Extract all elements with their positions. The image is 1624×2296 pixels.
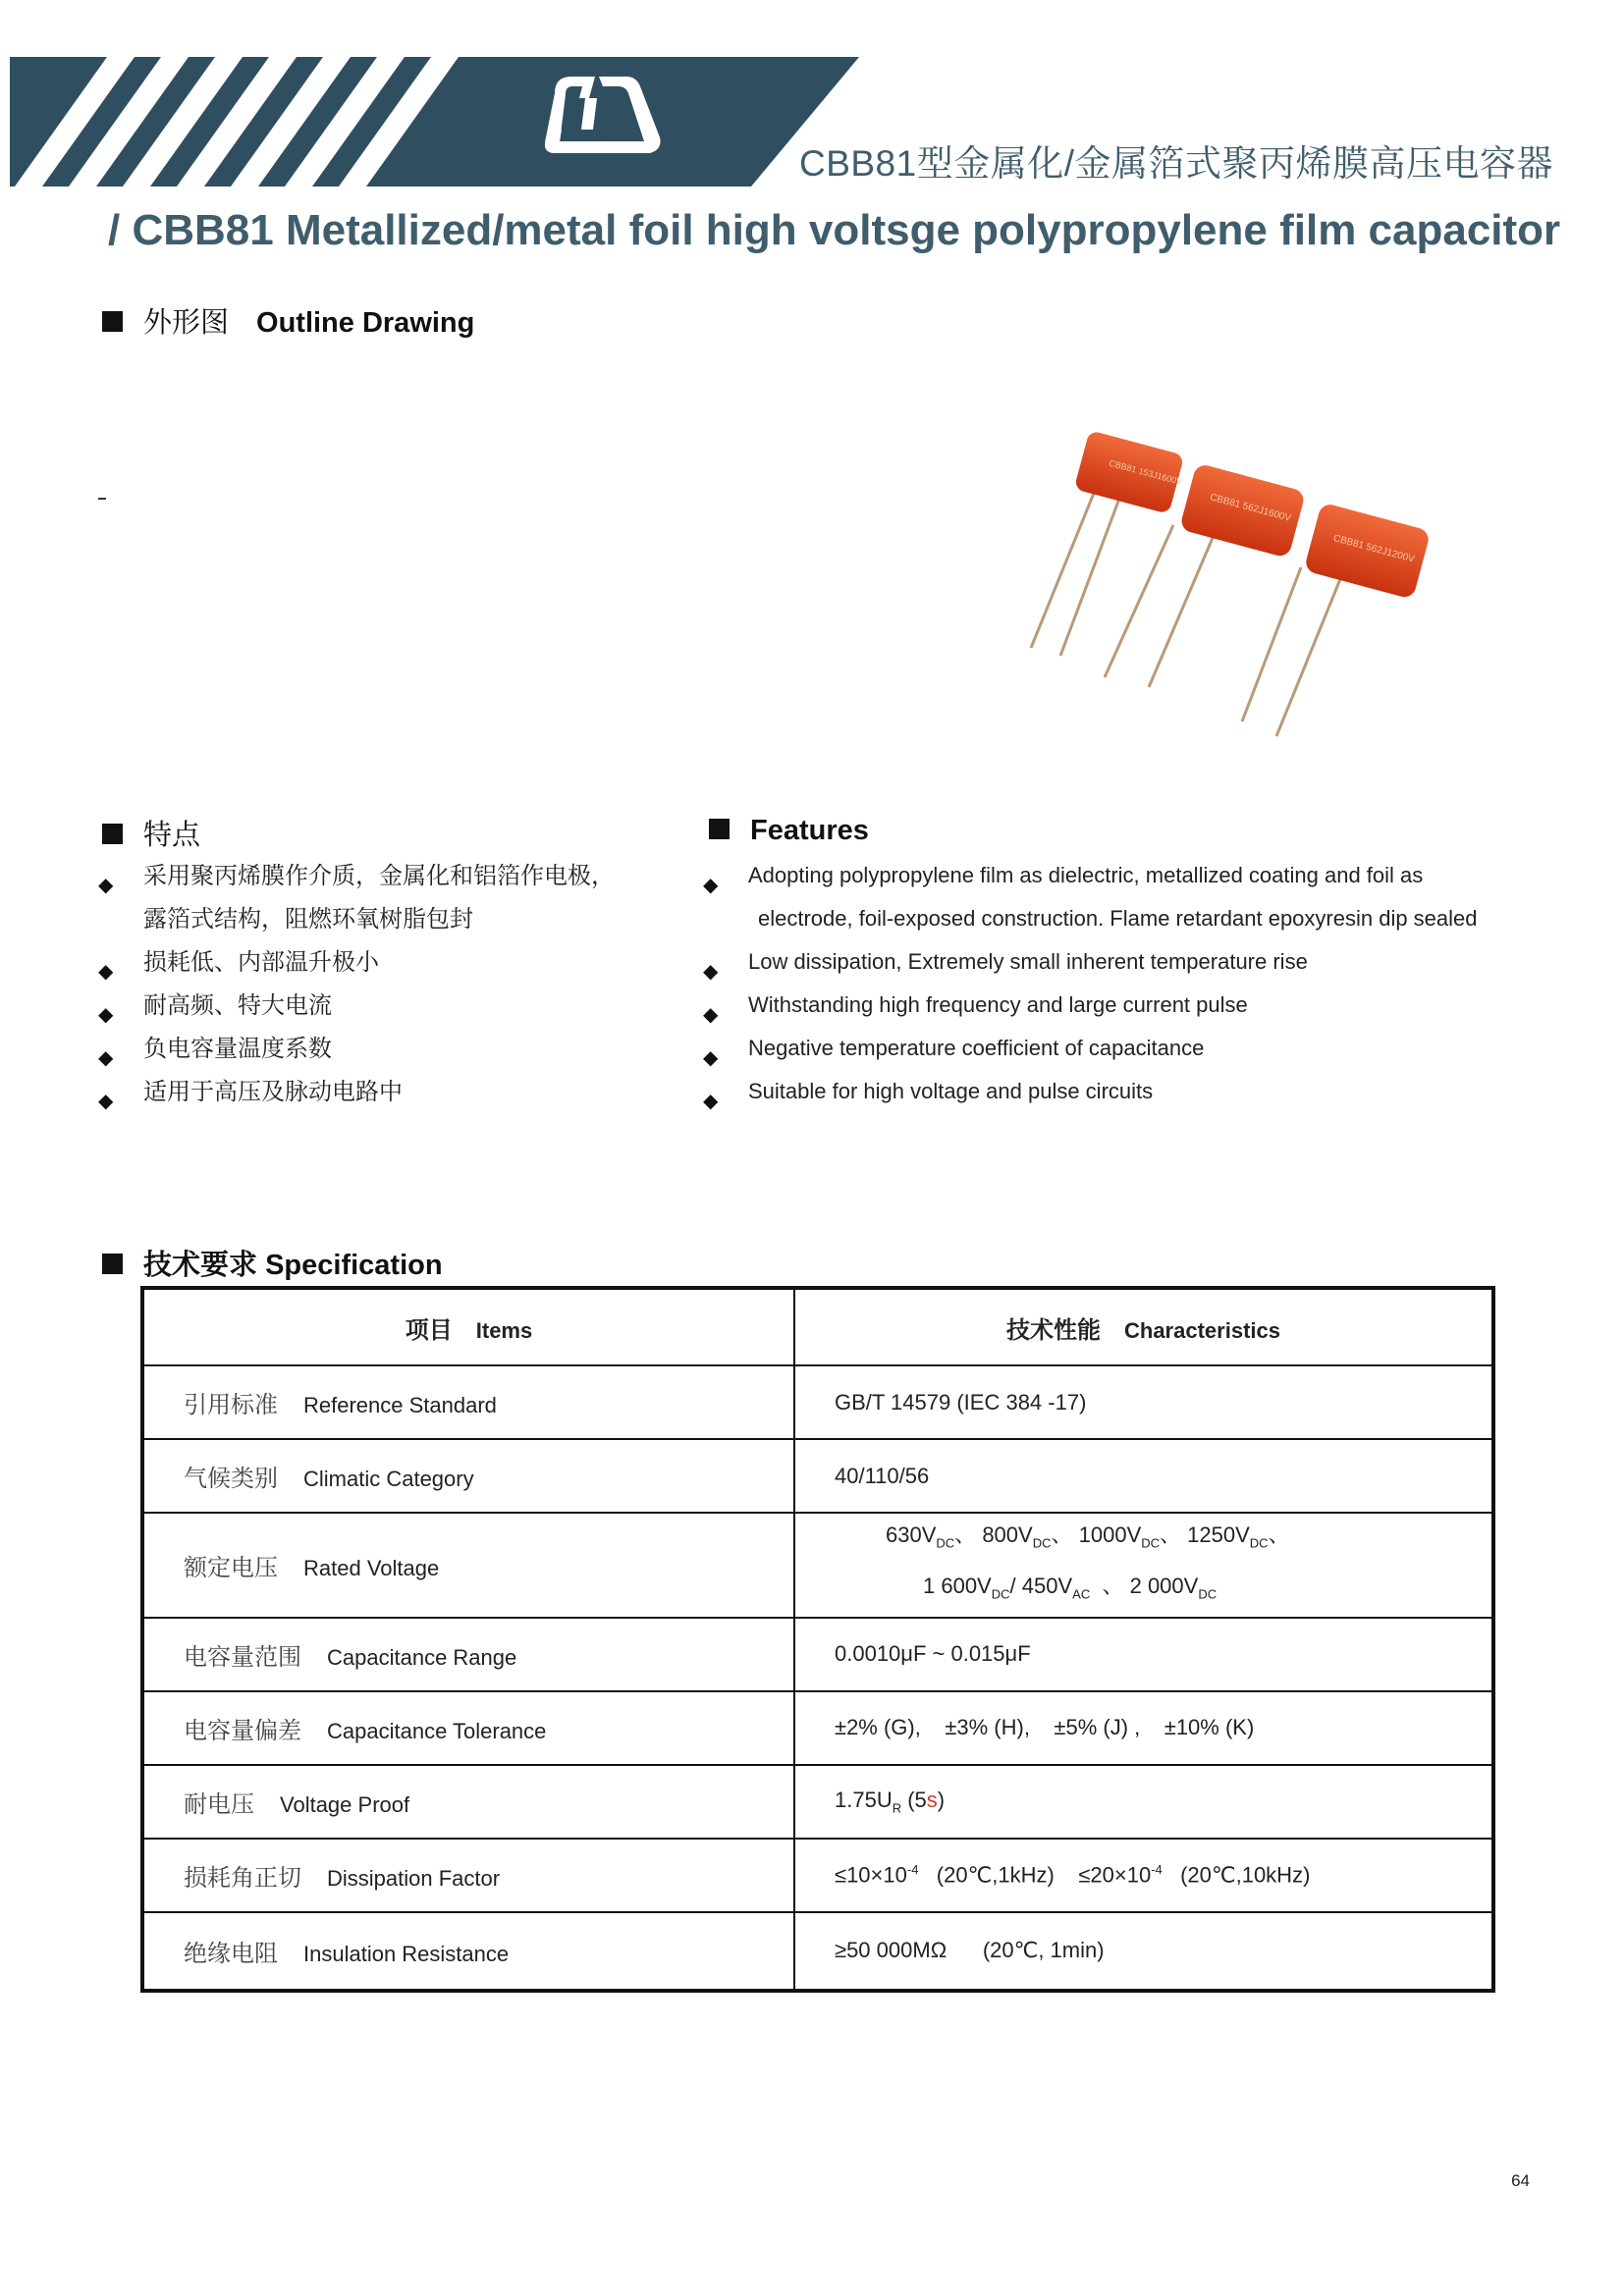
capacitor-1-label: CBB81 153J1600V — [1108, 457, 1184, 488]
list-item: ◆ 耐高频、特大电流 — [98, 984, 687, 1027]
col-items: 项目 Items — [142, 1288, 794, 1365]
outline-heading-en: Outline Drawing — [256, 307, 475, 339]
spec-heading — [102, 1243, 443, 1283]
features-en-title: Features — [750, 815, 869, 846]
col-characteristics: 技术性能 Characteristics — [794, 1288, 1493, 1365]
diamond-bullet-icon: ◆ — [703, 1091, 719, 1112]
diamond-bullet-icon: ◆ — [98, 961, 114, 983]
page-title: / CBB81 Metallized/metal foil high voltsge polypropylene film capacitor — [108, 206, 1561, 254]
capacitor-2-icon — [1179, 462, 1306, 558]
diamond-bullet-icon: ◆ — [703, 961, 719, 983]
capacitor-photo-icon — [1011, 422, 1483, 746]
list-item: ◆ Low dissipation, Extremely small inherent temperature rise — [703, 940, 1547, 984]
diamond-bullet-icon: ◆ — [703, 875, 719, 896]
diamond-bullet-icon: ◆ — [98, 1047, 114, 1069]
list-item: ◆ Withstanding high frequency and large current pulse — [703, 984, 1547, 1027]
table-row: 损耗角正切 Dissipation Factor $\le 10\times 10^{-4}$ (20℃,1kHz) $\le 20\times 10^{-4}$ (20℃,10kHz) — [142, 1839, 1493, 1912]
list-item: ◆ 采用聚丙烯膜作介质，金属化和铝箔作电极， — [98, 854, 687, 897]
diamond-bullet-icon: ◆ — [98, 1091, 114, 1112]
list-item: ◆ Negative temperature coefficient of capacitance — [703, 1027, 1547, 1070]
list-item: 露箔式结构，阻燃环氧树脂包封 — [143, 905, 473, 933]
list-item: ◆ Adopting polypropylene film as dielectric, metallized coating and foil as — [703, 854, 1547, 897]
list-item: ◆ 损耗低、内部温升极小 — [98, 940, 687, 984]
table-row: 引用标准 Reference Standard GB/T 14579 (IEC 384 -17) — [142, 1365, 1493, 1439]
table-row: 绝缘电阻 Insulation Resistance ≥50 000MΩ (20℃, 1min) — [142, 1912, 1493, 1991]
outline-heading-cn: 外形图 — [143, 307, 230, 339]
capacitor-3-icon — [1304, 502, 1432, 599]
page-number: 64 — [1511, 2171, 1530, 2190]
table-row: 气候类别 Climatic Category 40/110/56 — [142, 1439, 1493, 1513]
features-cn-heading — [102, 813, 200, 853]
table-row: 电容量范围 Capacitance Range 0.0010μF ~ 0.015μF — [142, 1618, 1493, 1691]
square-bullet-icon — [709, 819, 730, 839]
table-row: 电容量偏差 Capacitance Tolerance ±2% (G), ±3% (H), ±5% (J) , ±10% (K) — [142, 1691, 1493, 1765]
list-item: ◆ 负电容量温度系数 — [98, 1027, 687, 1070]
features-cn-list — [98, 854, 687, 1113]
table-row: 耐电压 Voltage Proof $1.75U_R$ (5s) — [142, 1765, 1493, 1839]
list-item: electrode, foil-exposed construction. Flame retardant epoxyresin dip sealed — [758, 906, 1478, 931]
dissipation-value: $\le 10\times 10^{-4}$ (20℃,1kHz) $\le 20\times 10^{-4}$ (20℃,10kHz) — [794, 1839, 1493, 1912]
diamond-bullet-icon: ◆ — [703, 1004, 719, 1026]
features-cn-title: 特点 — [143, 820, 201, 851]
diamond-bullet-icon: ◆ — [98, 1004, 114, 1026]
outline-heading — [102, 300, 474, 341]
diamond-bullet-icon: ◆ — [98, 875, 114, 896]
tolerance-value: ±2% (G), ±3% (H), ±5% (J) , ±10% (K) — [794, 1691, 1493, 1765]
square-bullet-icon — [102, 824, 123, 844]
list-item: ◆ 适用于高压及脉动电路中 — [98, 1070, 687, 1113]
diamond-bullet-icon: ◆ — [703, 1047, 719, 1069]
voltage-proof-value: $1.75U_R$ (5s) — [794, 1765, 1493, 1839]
features-en-list — [703, 854, 1547, 1113]
dash-mark — [98, 498, 106, 500]
rated-voltage-value: $630V_{DC}$、 $800V_{DC}$、 $1000V_{DC}$、 $1250V_{DC}$、 1 $600V_{DC}/$ $450V_{AC}$ 、 2 $000V_{DC}$ — [794, 1513, 1493, 1618]
insulation-value: ≥50 000MΩ (20℃, 1min) — [794, 1912, 1493, 1991]
square-bullet-icon — [102, 1254, 123, 1274]
capacitor-2-label: CBB81 562J1600V — [1208, 492, 1292, 524]
features-en-heading — [709, 815, 869, 847]
spec-table — [140, 1286, 1495, 1993]
list-item: ◆ Suitable for high voltage and pulse circuits — [703, 1070, 1547, 1113]
table-row: 额定电压 Rated Voltage $630V_{DC}$、 $800V_{DC}$、 $1000V_{DC}$、 $1250V_{DC}$、 1 $600V_{DC}/$ $450V_{AC}$ 、 2 $000V_{DC}$ — [142, 1513, 1493, 1618]
spec-heading-cn: 技术要求 — [143, 1250, 258, 1281]
table-header-row — [142, 1288, 1493, 1365]
spec-heading-en: Specification — [265, 1250, 443, 1281]
square-bullet-icon — [102, 311, 123, 332]
subtitle-cn: CBB81型金属化/金属箔式聚丙烯膜高压电容器 — [798, 143, 1553, 184]
capacitor-3-label: CBB81 562J1200V — [1331, 532, 1416, 565]
